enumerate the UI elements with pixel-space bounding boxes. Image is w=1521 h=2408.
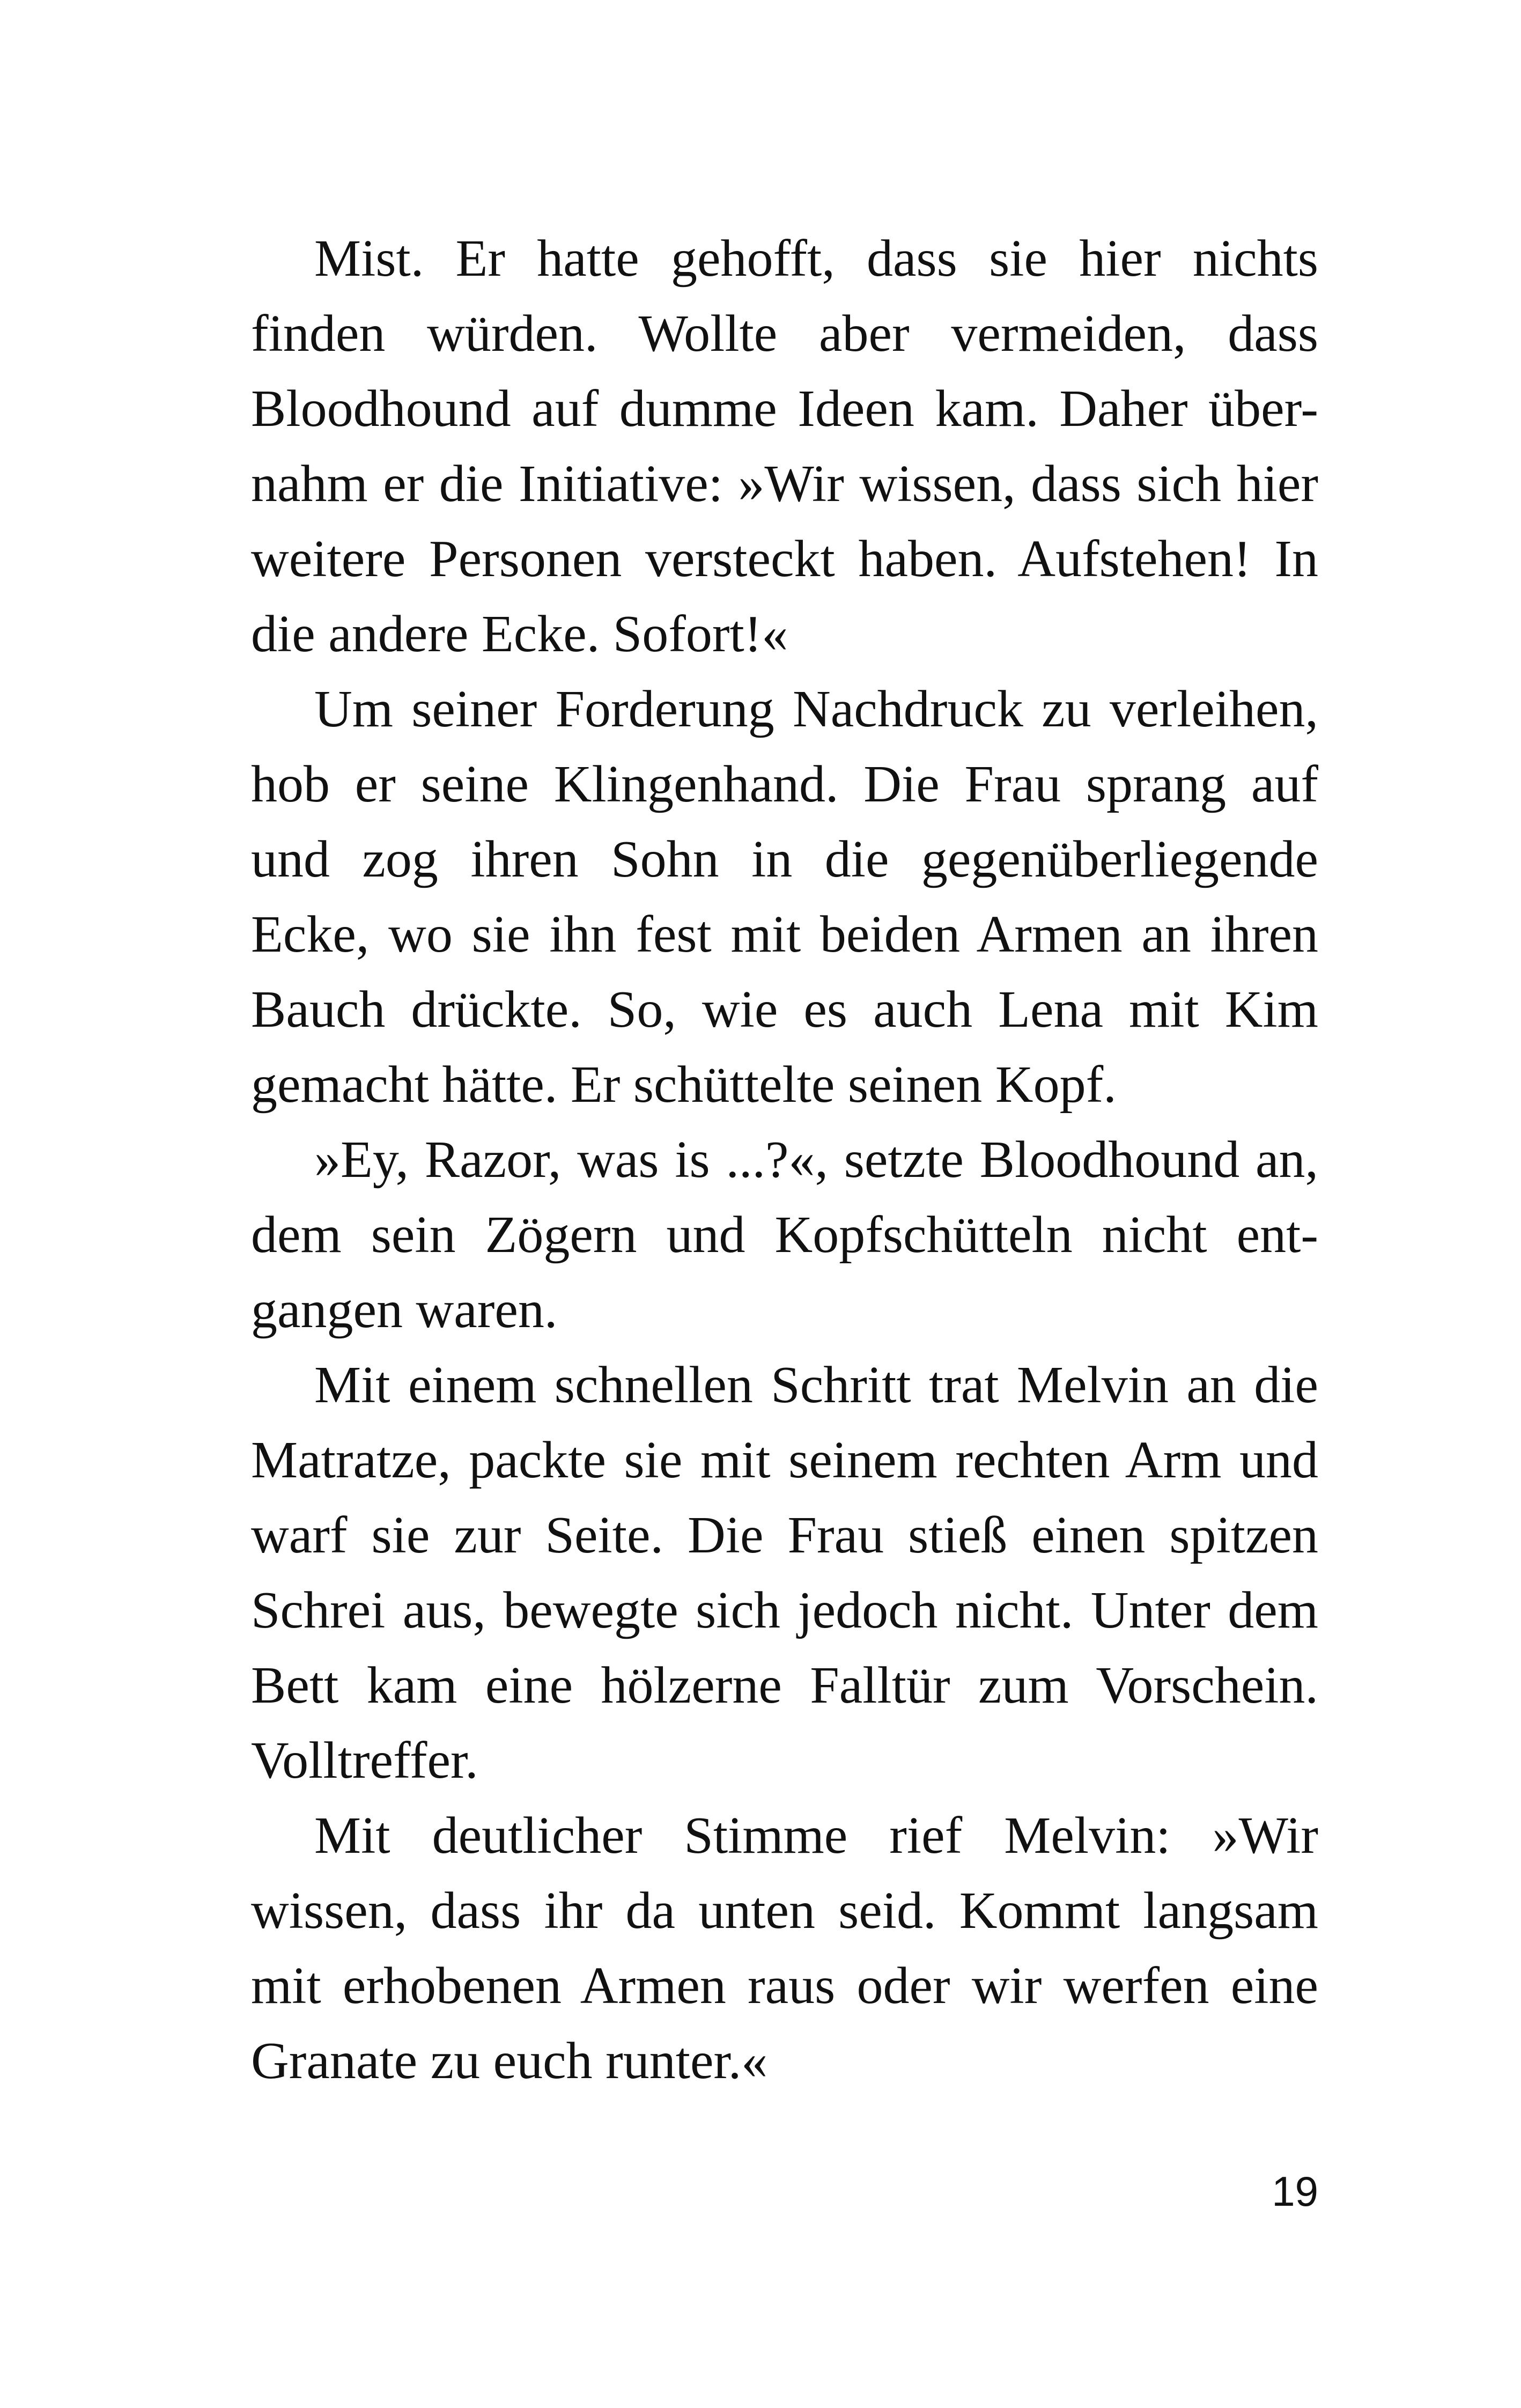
text-line: Mist. Er hatte gehofft, dass sie hier nichts	[314, 230, 1318, 288]
text-line: finden würden. Wollte aber vermeiden, dass	[251, 305, 1318, 363]
text-line: Matratze, packte sie mit seinem rechten Arm und	[251, 1431, 1318, 1489]
text-line: Granate zu euch runter.«	[251, 2032, 768, 2090]
text-line: mit erhobenen Armen raus oder wir werfen eine	[251, 1957, 1318, 2015]
text-line: Um seiner Forderung Nachdruck zu verleihen,	[314, 680, 1318, 738]
paragraph	[251, 672, 1318, 1122]
text-line: nahm er die Initiative: »Wir wissen, dass sich hier	[251, 455, 1318, 513]
text-line: gangen waren.	[251, 1281, 558, 1339]
body-text	[251, 221, 1318, 2098]
paragraph	[251, 221, 1318, 672]
text-line: Bett kam eine hölzerne Falltür zum Vorschein.	[251, 1656, 1318, 1714]
page-number: 19	[1272, 2168, 1318, 2215]
text-line: weitere Personen versteckt haben. Aufstehen! In	[251, 530, 1318, 588]
text-line: die andere Ecke. Sofort!«	[251, 605, 788, 663]
text-line: Bauch drückte. So, wie es auch Lena mit Kim	[251, 981, 1318, 1039]
text-line: Mit deutlicher Stimme rief Melvin: »Wir	[314, 1807, 1318, 1865]
text-line: hob er seine Klingenhand. Die Frau sprang auf	[251, 755, 1318, 813]
text-line: und zog ihren Sohn in die gegenüberliegende	[251, 830, 1318, 888]
text-line: »Ey, Razor, was is ...?«, setzte Bloodhound an,	[314, 1131, 1318, 1189]
text-line: Schrei aus, bewegte sich jedoch nicht. Unter dem	[251, 1581, 1318, 1639]
text-line: Volltreffer.	[251, 1732, 478, 1790]
paragraph	[251, 1347, 1318, 1798]
text-line: gemacht hätte. Er schüttelte seinen Kopf.	[251, 1056, 1117, 1114]
text-line: wissen, dass ihr da unten seid. Kommt langsam	[251, 1882, 1318, 1940]
text-line: warf sie zur Seite. Die Frau stieß einen spitzen	[251, 1506, 1318, 1564]
text-line: Mit einem schnellen Schritt trat Melvin an die	[314, 1356, 1318, 1414]
text-line: Bloodhound auf dumme Ideen kam. Daher über-	[251, 380, 1318, 438]
paragraph	[251, 1798, 1318, 2098]
text-line: Ecke, wo sie ihn fest mit beiden Armen an ihren	[251, 905, 1318, 963]
text-line: dem sein Zögern und Kopfschütteln nicht ent-	[251, 1206, 1318, 1264]
paragraph	[251, 1122, 1318, 1347]
